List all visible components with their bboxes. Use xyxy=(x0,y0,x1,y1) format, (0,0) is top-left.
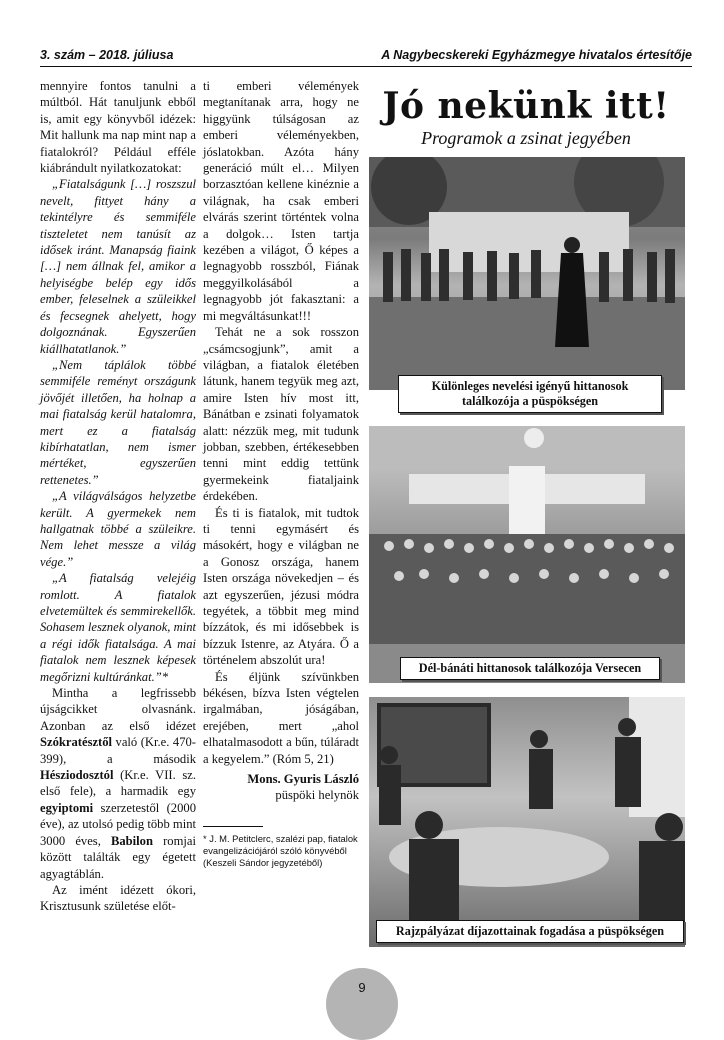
caption-photo-2: Dél-bánáti hittanosok találkozója Versecen xyxy=(400,657,660,680)
publication-name: A Nagybecskereki Egyházmegye hivatalos értesítője xyxy=(381,48,692,62)
issue-label: 3. szám – 2018. júliusa xyxy=(40,48,174,62)
signature-name: Mons. Gyuris László xyxy=(247,772,359,787)
feature-subtitle: Programok a zsinat jegyében xyxy=(421,128,631,148)
paragraph: És éljünk szívünkben békésen, bízva Isten végtelen irgalmában, jóságában, erejében, mert „ahol elhatalmasodott a bűn, túláradt a kegyelem.” (Róm 5, 21) xyxy=(203,669,359,766)
quote: „Nem táplálok többé semmiféle reményt országunk jövőjét illetően, ha holnap a mai fiatalság kerül hatalomra, mert ez a fiatalság kibírhatatlan, nem ismer mértéket, egyszerűen rettenetes.” xyxy=(40,357,196,487)
paragraph: Az imént idézett ókori, Krisztusunk születése előt- xyxy=(40,882,196,914)
text-column-middle xyxy=(203,78,359,869)
feature-title: Jó nekünk itt! xyxy=(382,85,670,127)
paragraph: És ti is fiatalok, mit tudtok ti tenni egymásért és másokért, hogy e világban ne a Gonosz országa, hanem Isten országa növekedjen – és azt egyszerűen, jézusi módra tegyétek, a többit meg mind bízzátok, és mi idősebbek is bízzuk Istenre, az Atyára. Ő a történelem abszolút ura! xyxy=(203,505,359,668)
running-header xyxy=(40,46,692,66)
quote: „A világválságos helyzetbe került. A gyermekek nem hallgatnak többé a szüleikre. Nem lehet messze a világ vége.” xyxy=(40,489,196,569)
paragraph: Mintha a legfrissebb újságcikket olvasnánk. Azonban az első idézet Szókratésztől való (Kr.e. 470-399), a második Hésziodosztól (Kr.e. VII. sz. első fele), a harmadik egy egyiptomi szerzetestől (2000 éve), az utolsó pedig több mint 3000 éves, Babilon romjai között találták egy égetett agyagtáblán. xyxy=(40,686,196,881)
page-number: 9 xyxy=(358,980,366,995)
footnote-rule xyxy=(203,826,263,827)
footnote: * J. M. Petitclerc, szalézi pap, fiatalok evangelizációjáról szóló könyvéből (Keszeli Sándor jegyzetéből) xyxy=(203,832,358,869)
paragraph: ti emberi vélemények megtanítanak arra, hogy ne higgyünk túlságosan az emberi véleményekben, jóslatokban. Azóta hány generáció múlt el… Milyen borzasztóan kellene kinéznie a világnak, ha csak emberi elvárás szerint történtek volna a dolgok… Isten tartja kezében a világot, Ő képes a legnagyobb rosszból, Fiának meggyilkolásából a legnagyobb jót fakasztani: a mi megváltásunkat!!! xyxy=(203,79,359,323)
photo-drawing-award-reception xyxy=(369,697,685,947)
signature-role: püspöki helynök xyxy=(275,788,359,803)
quote: „Fiatalságunk […] roszszul nevelt, fittyet hány a tekintélyre és semmiféle tiszteletet nem tanúsít az idősek iránt. Manapság fiaink […] nem állnak fel, amikor a helyiségbe belép egy idős ember, feleselnek a szüleikkel és fecsegnek ahelyett, hogy dolgoznának. Egyszerűen kiállhatatlanok.” xyxy=(40,177,196,356)
text-column-left xyxy=(40,78,196,915)
caption-photo-1: Különleges nevelési igényű hittanosok találkozója a püspökségen xyxy=(398,375,662,413)
paragraph: mennyire fontos tanulni a múltból. Hát tanuljunk ebből is, amit egy könyvből idézek: Mit hallunk ma nap mint nap a fiatalokról? Például efféle kiábrándult nyilatkozatokat: xyxy=(40,79,196,176)
page-number-badge xyxy=(326,968,398,1040)
paragraph: Tehát ne a sok rosszon „csámcsogjunk”, amit a világban, a fiatalok életében látunk, hanem tegyük meg azt, amire Isten hív most itt, Bánátban e zsinati folyamatok alatt: nézzük meg, mit tudunk jobban, szebben, értékesebben tenni mint eddig tettünk gyermekeink fiataljaink érdekében. xyxy=(203,325,359,504)
caption-photo-3: Rajzpályázat díjazottainak fogadása a püspökségen xyxy=(376,920,684,943)
header-rule xyxy=(40,66,692,67)
quote: „A fiatalság velejéig romlott. A fiatalok elvetemültek és semmirekellők. Sohasem lesznek olyanok, mint a régi idők fiatalsága. A mai fiatalok nem lesznek képesek megőrizni kultúránkat.”* xyxy=(40,571,196,684)
photo-group-in-hall xyxy=(369,426,685,683)
photo-outdoor-gathering xyxy=(369,157,685,390)
